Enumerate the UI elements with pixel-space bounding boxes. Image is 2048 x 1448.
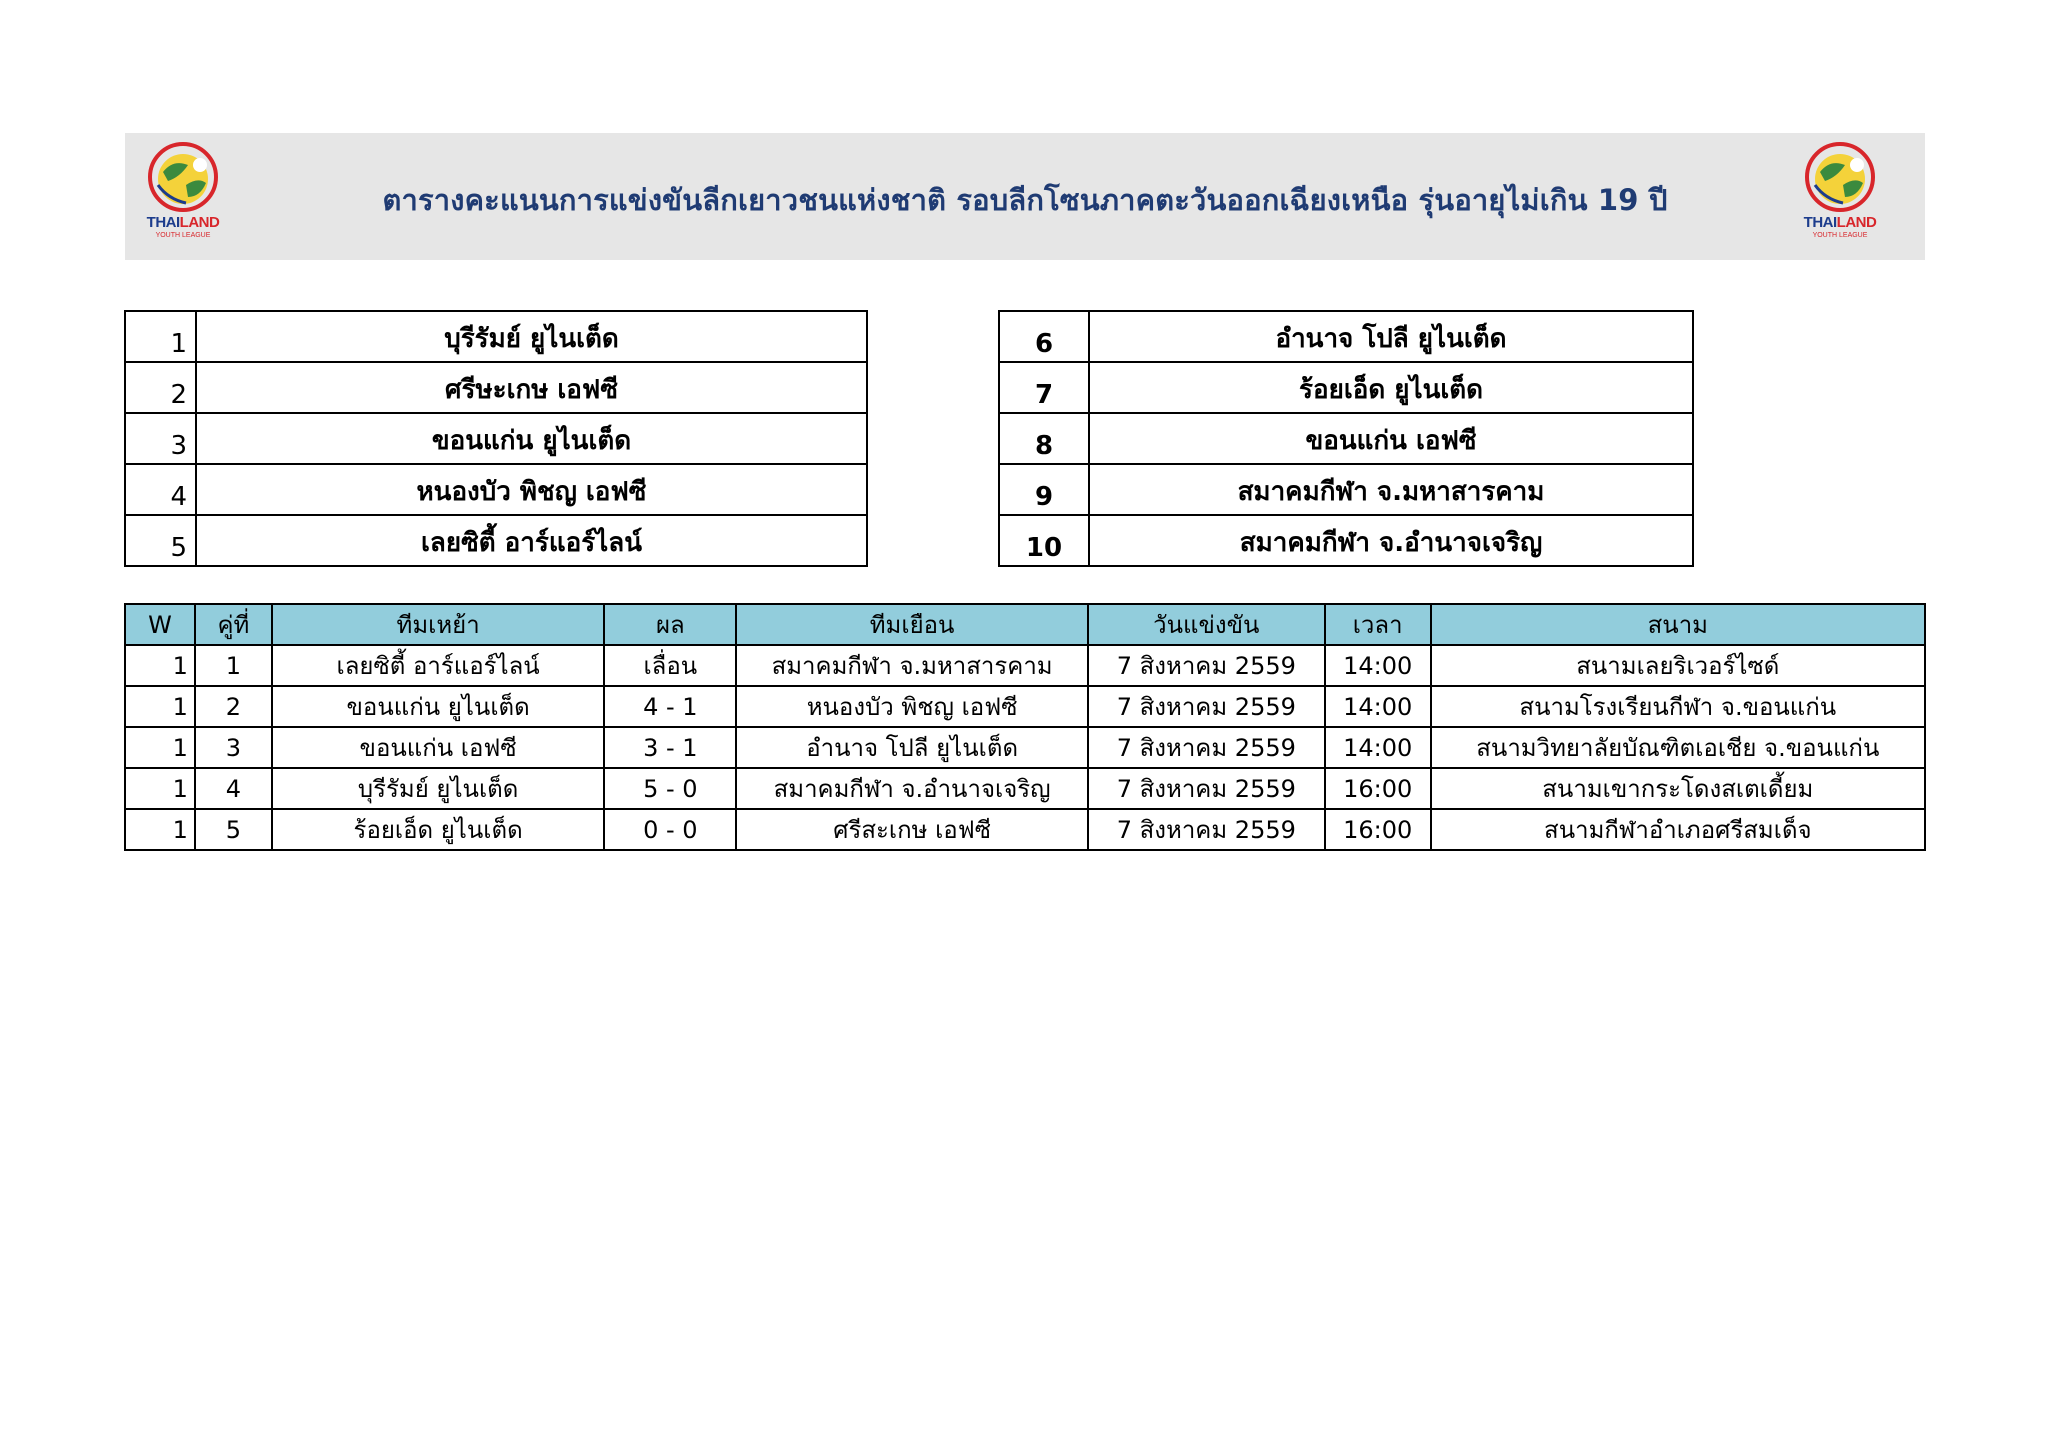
fixture-home-cell: ร้อยเอ็ด ยูไนเต็ด xyxy=(272,809,605,850)
fixture-result-cell: 3 - 1 xyxy=(604,727,736,768)
team-number: 5 xyxy=(125,515,196,566)
fixture-w-cell: 1 xyxy=(125,686,195,727)
fixture-match-cell: 2 xyxy=(195,686,272,727)
thailand-youth-league-logo: THAILAND YOUTH LEAGUE xyxy=(1785,137,1895,253)
team-row xyxy=(999,464,1693,515)
team-number: 2 xyxy=(125,362,196,413)
column-header: ทีมเหย้า xyxy=(272,604,605,645)
team-row xyxy=(125,464,867,515)
fixture-time-cell: 14:00 xyxy=(1325,645,1431,686)
fixture-match-cell: 1 xyxy=(195,645,272,686)
team-number: 10 xyxy=(999,515,1089,566)
fixture-away-cell: สมาคมกีฬา จ.อำนาจเจริญ xyxy=(736,768,1088,809)
fixture-row xyxy=(125,645,1925,686)
team-number: 7 xyxy=(999,362,1089,413)
team-name: หนองบัว พิชญ เอฟซี xyxy=(196,464,867,515)
team-name: ร้อยเอ็ด ยูไนเต็ด xyxy=(1089,362,1693,413)
column-header: วันแข่งขัน xyxy=(1088,604,1325,645)
fixture-row xyxy=(125,768,1925,809)
fixture-venue-cell: สนามวิทยาลัยบัณฑิตเอเชีย จ.ขอนแก่น xyxy=(1431,727,1925,768)
fixture-venue-cell: สนามโรงเรียนกีฬา จ.ขอนแก่น xyxy=(1431,686,1925,727)
fixture-match-cell: 3 xyxy=(195,727,272,768)
team-name: สมาคมกีฬา จ.อำนาจเจริญ xyxy=(1089,515,1693,566)
team-row xyxy=(125,413,867,464)
fixture-row xyxy=(125,727,1925,768)
fixture-time-cell: 14:00 xyxy=(1325,727,1431,768)
team-row xyxy=(125,515,867,566)
column-header: สนาม xyxy=(1431,604,1925,645)
fixtures-table xyxy=(124,603,1926,851)
team-number: 4 xyxy=(125,464,196,515)
fixture-w-cell: 1 xyxy=(125,645,195,686)
team-row xyxy=(999,413,1693,464)
column-header: ผล xyxy=(604,604,736,645)
column-header: คู่ที่ xyxy=(195,604,272,645)
team-number: 3 xyxy=(125,413,196,464)
team-row xyxy=(125,362,867,413)
team-row xyxy=(125,311,867,362)
team-name: สมาคมกีฬา จ.มหาสารคาม xyxy=(1089,464,1693,515)
team-row xyxy=(999,362,1693,413)
team-row xyxy=(999,311,1693,362)
team-name: ศรีษะเกษ เอฟซี xyxy=(196,362,867,413)
fixture-date-cell: 7 สิงหาคม 2559 xyxy=(1088,686,1325,727)
fixture-home-cell: ขอนแก่น ยูไนเต็ด xyxy=(272,686,605,727)
fixture-time-cell: 16:00 xyxy=(1325,809,1431,850)
team-row xyxy=(999,515,1693,566)
team-name: บุรีรัมย์ ยูไนเต็ด xyxy=(196,311,867,362)
thailand-youth-league-logo: THAILAND YOUTH LEAGUE xyxy=(128,137,238,253)
fixture-result-cell: 5 - 0 xyxy=(604,768,736,809)
team-name: ขอนแก่น ยูไนเต็ด xyxy=(196,413,867,464)
page-title: ตารางคะแนนการแข่งขันลีกเยาวชนแห่งชาติ รอบลีกโซนภาคตะวันออกเฉียงเหนือ รุ่นอายุไม่เกิน 19 ปี xyxy=(382,183,1668,217)
fixture-result-cell: 4 - 1 xyxy=(604,686,736,727)
fixture-result-cell: 0 - 0 xyxy=(604,809,736,850)
fixture-match-cell: 4 xyxy=(195,768,272,809)
column-header: ทีมเยือน xyxy=(736,604,1088,645)
fixture-away-cell: อำนาจ โปลี ยูไนเต็ด xyxy=(736,727,1088,768)
fixture-w-cell: 1 xyxy=(125,809,195,850)
fixture-venue-cell: สนามกีฬาอำเภอศรีสมเด็จ xyxy=(1431,809,1925,850)
fixture-match-cell: 5 xyxy=(195,809,272,850)
page-header xyxy=(125,133,1925,260)
team-number: 1 xyxy=(125,311,196,362)
fixture-home-cell: เลยซิตี้ อาร์แอร์ไลน์ xyxy=(272,645,605,686)
fixture-result-cell: เลื่อน xyxy=(604,645,736,686)
team-name: อำนาจ โปลี ยูไนเต็ด xyxy=(1089,311,1693,362)
fixture-venue-cell: สนามเลยริเวอร์ไซด์ xyxy=(1431,645,1925,686)
team-number: 9 xyxy=(999,464,1089,515)
fixture-home-cell: บุรีรัมย์ ยูไนเต็ด xyxy=(272,768,605,809)
fixture-date-cell: 7 สิงหาคม 2559 xyxy=(1088,645,1325,686)
fixture-away-cell: ศรีสะเกษ เอฟซี xyxy=(736,809,1088,850)
team-name: ขอนแก่น เอฟซี xyxy=(1089,413,1693,464)
column-header: W xyxy=(125,604,195,645)
fixture-w-cell: 1 xyxy=(125,768,195,809)
fixture-row xyxy=(125,809,1925,850)
fixture-away-cell: หนองบัว พิชญ เอฟซี xyxy=(736,686,1088,727)
fixture-date-cell: 7 สิงหาคม 2559 xyxy=(1088,727,1325,768)
fixture-away-cell: สมาคมกีฬา จ.มหาสารคาม xyxy=(736,645,1088,686)
fixture-time-cell: 16:00 xyxy=(1325,768,1431,809)
team-number: 6 xyxy=(999,311,1089,362)
column-header: เวลา xyxy=(1325,604,1431,645)
fixture-home-cell: ขอนแก่น เอฟซี xyxy=(272,727,605,768)
teams-table-left xyxy=(124,310,868,567)
teams-table-right xyxy=(998,310,1694,567)
team-name: เลยซิตี้ อาร์แอร์ไลน์ xyxy=(196,515,867,566)
fixture-w-cell: 1 xyxy=(125,727,195,768)
team-number: 8 xyxy=(999,413,1089,464)
fixture-date-cell: 7 สิงหาคม 2559 xyxy=(1088,809,1325,850)
fixture-date-cell: 7 สิงหาคม 2559 xyxy=(1088,768,1325,809)
fixture-row xyxy=(125,686,1925,727)
fixture-venue-cell: สนามเขากระโดงสเตเดี้ยม xyxy=(1431,768,1925,809)
fixture-time-cell: 14:00 xyxy=(1325,686,1431,727)
